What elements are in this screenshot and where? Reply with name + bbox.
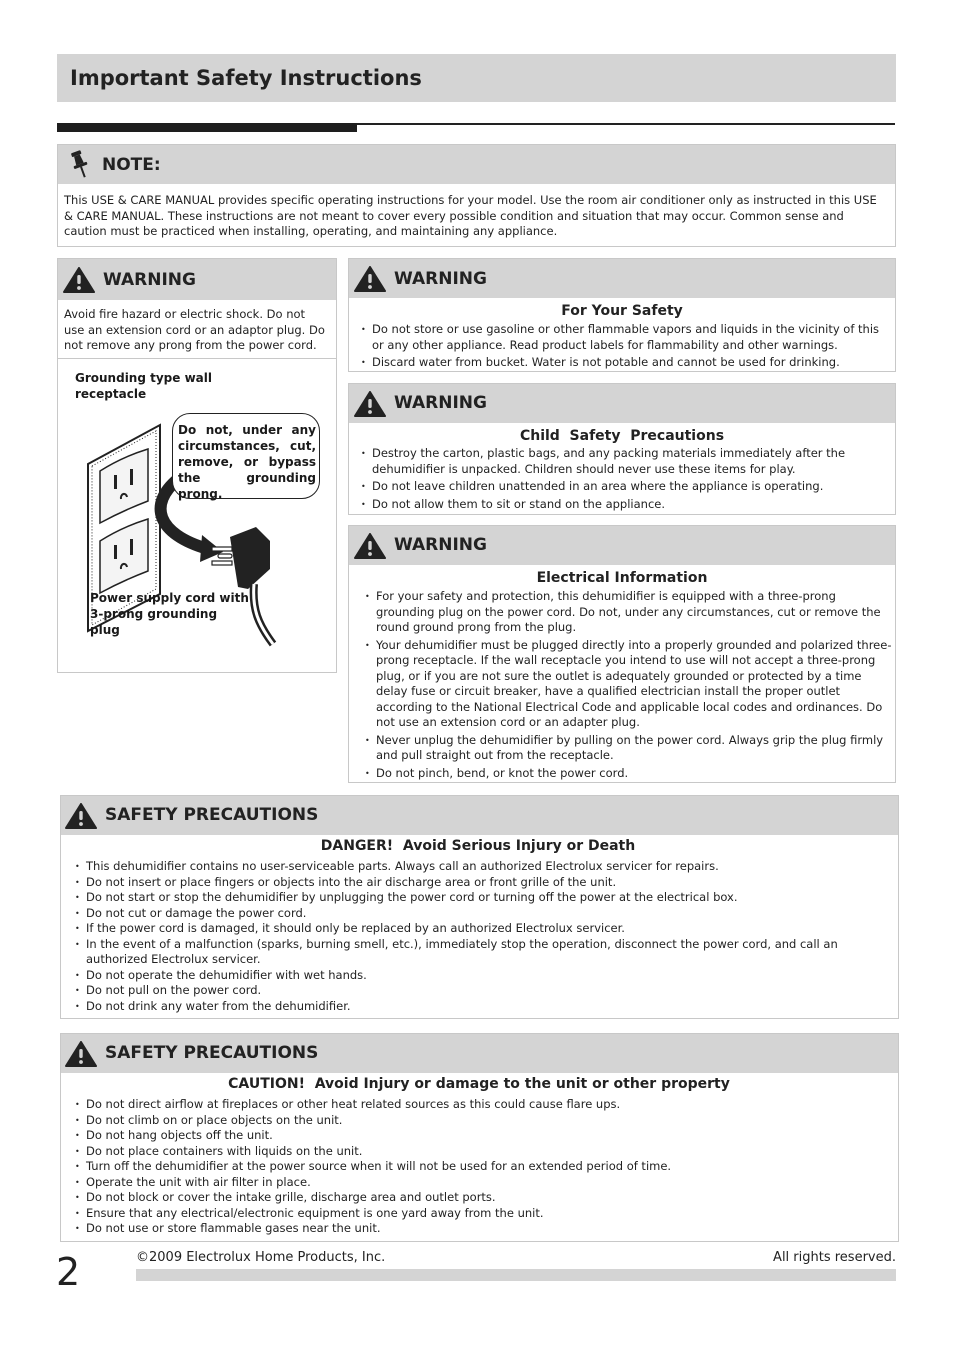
list-item: • This dehumidifier contains no user-serviceable parts. Always call an authorized Electrolux servicer for repairs. (68, 859, 894, 875)
safety-caution-header (61, 1034, 898, 1073)
list-item: • Do not leave children unattended in an area where the appliance is operating. (354, 479, 889, 495)
warning-child-list (354, 446, 889, 514)
warning-safety-header (349, 259, 895, 298)
note-heading: NOTE: (102, 155, 161, 175)
list-item: • Do not store or use gasoline or other flammable vapors and liquids in the vicinity of this or any other appliance. Read product labels for flammability and other warnings. (354, 322, 889, 353)
list-item: • Do not direct airflow at fireplaces or other heat related sources as this could cause flare ups. (68, 1097, 894, 1113)
warning-triangle-icon (354, 266, 386, 292)
warning-safety-box (348, 258, 896, 372)
list-item: • Do not insert or place fingers or objects into the air discharge area or front grille of the unit. (68, 875, 894, 891)
note-box (57, 144, 896, 247)
list-item: • Do not start or stop the dehumidifier by unplugging the power cord or turning off the power at the electrical box. (68, 890, 894, 906)
warning-electrical-box (348, 525, 896, 783)
safety-caution-box (60, 1033, 899, 1242)
warning-safety-list (354, 322, 889, 373)
title-bar (57, 54, 896, 102)
list-item: • Do not use or store flammable gases near the unit. (68, 1221, 894, 1237)
warning-triangle-icon (65, 1041, 97, 1067)
safety-danger-subheading: DANGER! Avoid Serious Injury or Death (320, 838, 636, 854)
list-item: • Turn off the dehumidifier at the power source when it will not be used for an extended period of time. (68, 1159, 894, 1175)
safety-caution-subheading: CAUTION! Avoid Injury or damage to the unit or other property (228, 1076, 730, 1092)
page-number: 2 (56, 1250, 81, 1294)
safety-danger-header (61, 796, 898, 835)
warning-child-subheading: Child Safety Precautions (519, 428, 725, 444)
note-body: This USE & CARE MANUAL provides specific operating instructions for your model. Use the room air conditioner only as instructed in this USE & CARE MANUAL. These instructions are not meant to cover every possible condition and situation that may occur. Common sense and caution must be practiced when installing, operating, and maintaining any appliance. (64, 193, 877, 238)
list-item: • Do not block or cover the intake grille, discharge area and outlet ports. (68, 1190, 894, 1206)
warning-child-header (349, 384, 895, 423)
list-item: • Do not pull on the power cord. (68, 983, 894, 999)
list-item: • Do not place containers with liquids on the unit. (68, 1144, 894, 1160)
divider-rule-accent (57, 123, 357, 132)
list-item: • If the power cord is damaged, it should only be replaced by an authorized Electrolux servicer. (68, 921, 894, 937)
power-cord-label: Power supply cord with 3-prong grounding plug (90, 591, 249, 637)
safety-danger-box (60, 795, 899, 1019)
list-item: • Ensure that any electrical/electronic equipment is one yard away from the unit. (68, 1206, 894, 1222)
warning-left-heading: WARNING (103, 270, 196, 290)
list-item: • Do not hang objects off the unit. (68, 1128, 894, 1144)
warning-left-divider (58, 358, 336, 359)
safety-danger-heading: SAFETY PRECAUTIONS (105, 805, 319, 825)
warning-left-body: Avoid fire hazard or electric shock. Do not use an extension cord or an adaptor plug. Do not remove any prong from the power cord. (64, 307, 325, 352)
warning-safety-subheading: For Your Safety (561, 303, 683, 319)
page-title: Important Safety Instructions (70, 66, 422, 90)
grounding-prong-callout-text: Do not, under any circumstances, cut, remove, or bypass the grounding prong. (178, 423, 316, 501)
list-item: • Do not drink any water from the dehumidifier. (68, 999, 894, 1015)
warning-child-box (348, 383, 896, 515)
list-item: • Discard water from bucket. Water is not potable and cannot be used for drinking. (354, 355, 889, 371)
list-item: • For your safety and protection, this dehumidifier is equipped with a three-prong grounding plug on the power cord. Do not, under any circumstances, cut or remove the round ground prong from the plug. (358, 589, 892, 636)
copyright-text: ©2009 Electrolux Home Products, Inc. (136, 1250, 386, 1265)
list-item: • Do not operate the dehumidifier with wet hands. (68, 968, 894, 984)
list-item: • Operate the unit with air filter in place. (68, 1175, 894, 1191)
warning-left-box (57, 258, 337, 673)
warning-triangle-icon (354, 391, 386, 417)
pushpin-icon (68, 149, 92, 179)
list-item: • Destroy the carton, plastic bags, and any packing materials immediately after the dehumidifier is unpacked. Children should never use these items for play. (354, 446, 889, 477)
note-header (58, 145, 895, 184)
warning-triangle-icon (354, 533, 386, 559)
rights-text: All rights reserved. (773, 1250, 896, 1265)
footer-bar (136, 1269, 896, 1281)
safety-caution-list (68, 1097, 894, 1237)
warning-electrical-heading: WARNING (394, 535, 487, 555)
list-item: • Your dehumidifier must be plugged directly into a properly grounded and polarized three-prong receptacle. If the wall receptacle you intend to use will not accept a three-prong plug, or if you are not sure the outlet is adequately grounded or protected by a time delay fuse or circuit breaker, have a qualified electrician install the proper outlet according to the National Electrical Code and applicable local codes and ordinances. Do not use an extension cord or an adapter plug. (358, 638, 892, 731)
warning-triangle-icon (65, 803, 97, 829)
warning-left-header (58, 259, 336, 300)
warning-triangle-icon (63, 267, 95, 293)
list-item: • Do not cut or damage the power cord. (68, 906, 894, 922)
safety-caution-heading: SAFETY PRECAUTIONS (105, 1043, 319, 1063)
warning-electrical-header (349, 526, 895, 565)
list-item: • In the event of a malfunction (sparks, burning smell, etc.), immediately stop the operation, disconnect the power cord, and call an authorized Electrolux servicer. (68, 937, 894, 968)
warning-safety-heading: WARNING (394, 269, 487, 289)
warning-electrical-subheading: Electrical Information (536, 570, 708, 586)
list-item: • Do not pinch, bend, or knot the power cord. (358, 766, 892, 782)
receptacle-label: Grounding type wall receptacle (75, 371, 212, 401)
list-item: • Do not allow them to sit or stand on the appliance. (354, 497, 889, 513)
warning-child-heading: WARNING (394, 393, 487, 413)
list-item: • Never unplug the dehumidifier by pulling on the power cord. Always grip the plug firmly and pull straight out from the receptacle. (358, 733, 892, 764)
list-item: • Do not climb on or place objects on the unit. (68, 1113, 894, 1129)
warning-electrical-list (358, 589, 892, 783)
safety-danger-list (68, 859, 894, 1014)
